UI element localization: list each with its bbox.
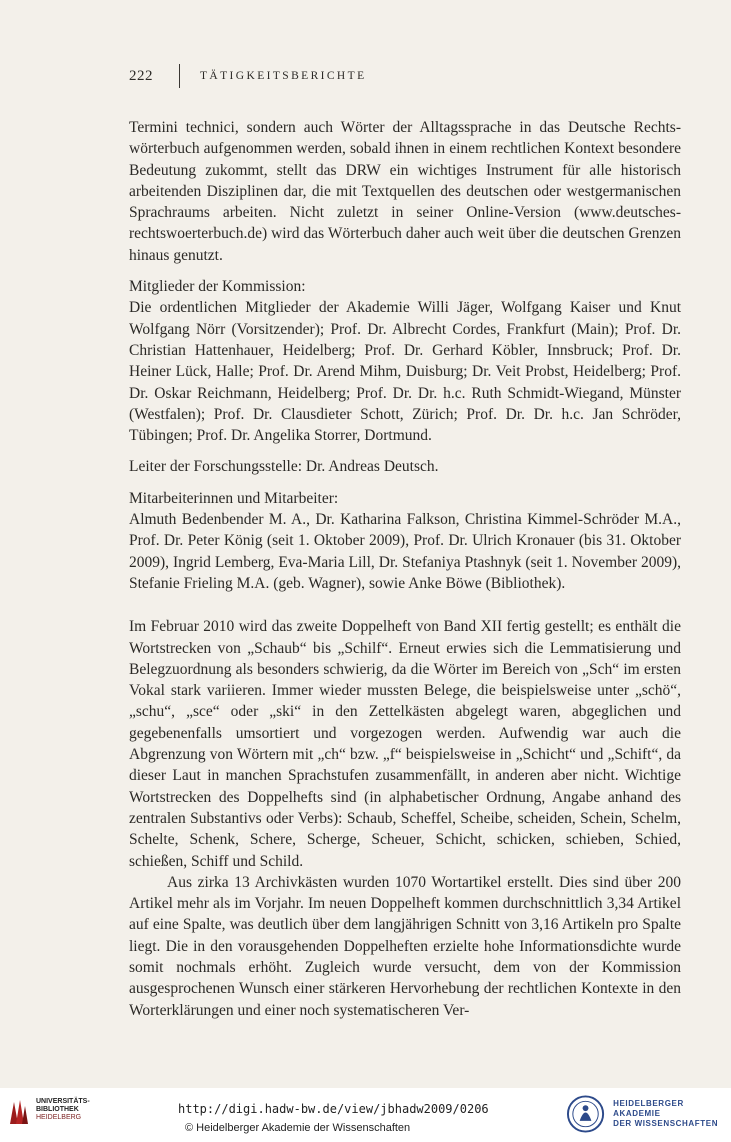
- library-name-line3: HEIDELBERG: [36, 1114, 82, 1121]
- academy-name-line1: HEIDELBERGER AKADEMIE: [613, 1099, 684, 1118]
- paragraph-statistics: Aus zirka 13 Archivkästen wurden 1070 Wortartikel erstellt. Dies sind über 200 Artikel mehr als im Vorjahr. Im neuen Doppelheft kommen durchschnittlich 3,34 Artikel auf eine Spalte, was deutlich über dem langjährigen Schnitt von 3,16 Artikeln pro Spalte liegt. Die in den vorausgehenden Doppelheften erzielte hohe Informationsdichte wurde somit nochmals erhöht. Zugleich wurde versucht, dem von der Kommission ausgesprochenen Wunsch einer stärkeren Hervorhebung der rechtlichen Kontexte in den Worterklärungen und einer noch systematischeren Ver-: [129, 873, 681, 1019]
- library-name-line1: UNIVERSITÄTS-: [36, 1098, 90, 1105]
- library-emblem-icon: [8, 1098, 30, 1126]
- research-head: Leiter der Forschungsstelle: Dr. Andreas Deutsch.: [129, 458, 439, 476]
- body-text: [129, 117, 681, 1021]
- permalink-url[interactable]: http://digi.hadw-bw.de/view/jbhadw2009/0206: [178, 1102, 489, 1116]
- page-number: 222: [129, 67, 153, 84]
- academy-seal-icon: [566, 1094, 605, 1134]
- commission-members: Die ordentlichen Mitglieder der Akademie Willi Jäger, Wolfgang Kaiser und Knut Wolfgang Nörr (Vorsitzender); Prof. Dr. Albrecht Cordes, Frankfurt (Main); Prof. Dr. Christian Hattenhauer, Heidelberg; Prof. Dr. Gerhard Köbler, Innsbruck; Prof. Dr. Heiner Lück, Halle; Prof. Dr. Arend Mihm, Duisburg; Dr. Veit Probst, Heidelberg; Prof. Dr. Oskar Reichmann, Heidelberg; Prof. Dr. Dr. h.c. Ruth Schmidt-Wiegand, Münster (Westfalen); Prof. Dr. Clausdieter Schott, Zürich; Prof. Dr. Dr. h.c. Jan Schröder, Tübingen; Prof. Dr. Angelika Storrer, Dortmund.: [129, 299, 681, 445]
- commission-heading: Mitglieder der Kommission:: [129, 278, 306, 296]
- staff-heading: Mitarbeiterinnen und Mitarbeiter:: [129, 489, 339, 507]
- paragraph-intro: Termini technici, sondern auch Wörter der Alltagssprache in das Deutsche Rechtswörterbuch aufgenommen werden, sobald ihnen in einem rechtlichen Kontext besondere Bedeutung zukommt, stellt das DRW ein wichtiges Instrument für alle historisch arbeitenden Disziplinen dar, die mit Textquellen des deutschen oder westgermanischen Sprachraums arbeiten. Nicht zuletzt in seiner Online-Version (www.deutsches-rechtswoerterbuch.de) wird das Wörterbuch daher auch weit über die deutschen Grenzen hinaus genutzt.: [129, 119, 681, 264]
- academy-name-line2: DER WISSENSCHAFTEN: [613, 1119, 719, 1128]
- paragraph-progress: Im Februar 2010 wird das zweite Doppelheft von Band XII fertig gestellt; es enthält die Wortstrecken von „Schaub“ bis „Schilf“. Erneut erwies sich die Lemmatisierung und Belegzuordnung als besonders schwierig, da die Wörter im Bereich von „Sch“ im ersten Vokal stark variieren. Immer wieder mussten Belege, die beispielsweise unter „schö“, „schu“, „sce“ oder „ski“ in den Zettelkästen abgelegt waren, abgeglichen und gegebenenfalls umsortiert und vorgezogen werden. Aufwendig war auch die Abgrenzung von Wörtern mit „ch“ bzw. „f“ beispielsweise in „Schicht“ und „Schift“, da dieser Laut in manchen Sprachstufen zusammenfällt, in anderen aber nicht. Wichtige Wortstrecken des Doppelhefts sind (in alphabetischer Ordnung, Angabe anhand des zentralen Substantivs oder Verbs): Schaub, Scheffel, Scheibe, scheiden, Schein, Schelm, Schelte, Schenk, Schere, Scherge, Scheuer, Schicht, schicken, schieben, Schied, schießen, Schiff und Schild.: [129, 618, 681, 870]
- copyright-notice: © Heidelberger Akademie der Wissenschaften: [185, 1122, 411, 1134]
- university-library-logo[interactable]: [8, 1098, 90, 1126]
- running-head: [129, 66, 367, 86]
- running-title: TÄTIGKEITSBERICHTE: [200, 70, 367, 82]
- digitization-footer: [0, 1088, 731, 1142]
- staff-members: Almuth Bedenbender M. A., Dr. Katharina Falkson, Christina Kimmel-Schröder M.A., Prof. Dr. Peter König (seit 1. Oktober 2009), Prof. Dr. Ulrich Kronauer (bis 31. Oktober 2009), Ingrid Lemberg, Eva-Maria Lill, Dr. Stefaniya Ptashnyk (seit 1. November 2009), Stefanie Frieling M.A. (geb. Wagner), sowie Anke Böwe (Bibliothek).: [129, 511, 681, 592]
- header-divider: [179, 64, 180, 88]
- academy-logo[interactable]: [566, 1094, 731, 1134]
- library-name-line2: BIBLIOTHEK: [36, 1106, 79, 1113]
